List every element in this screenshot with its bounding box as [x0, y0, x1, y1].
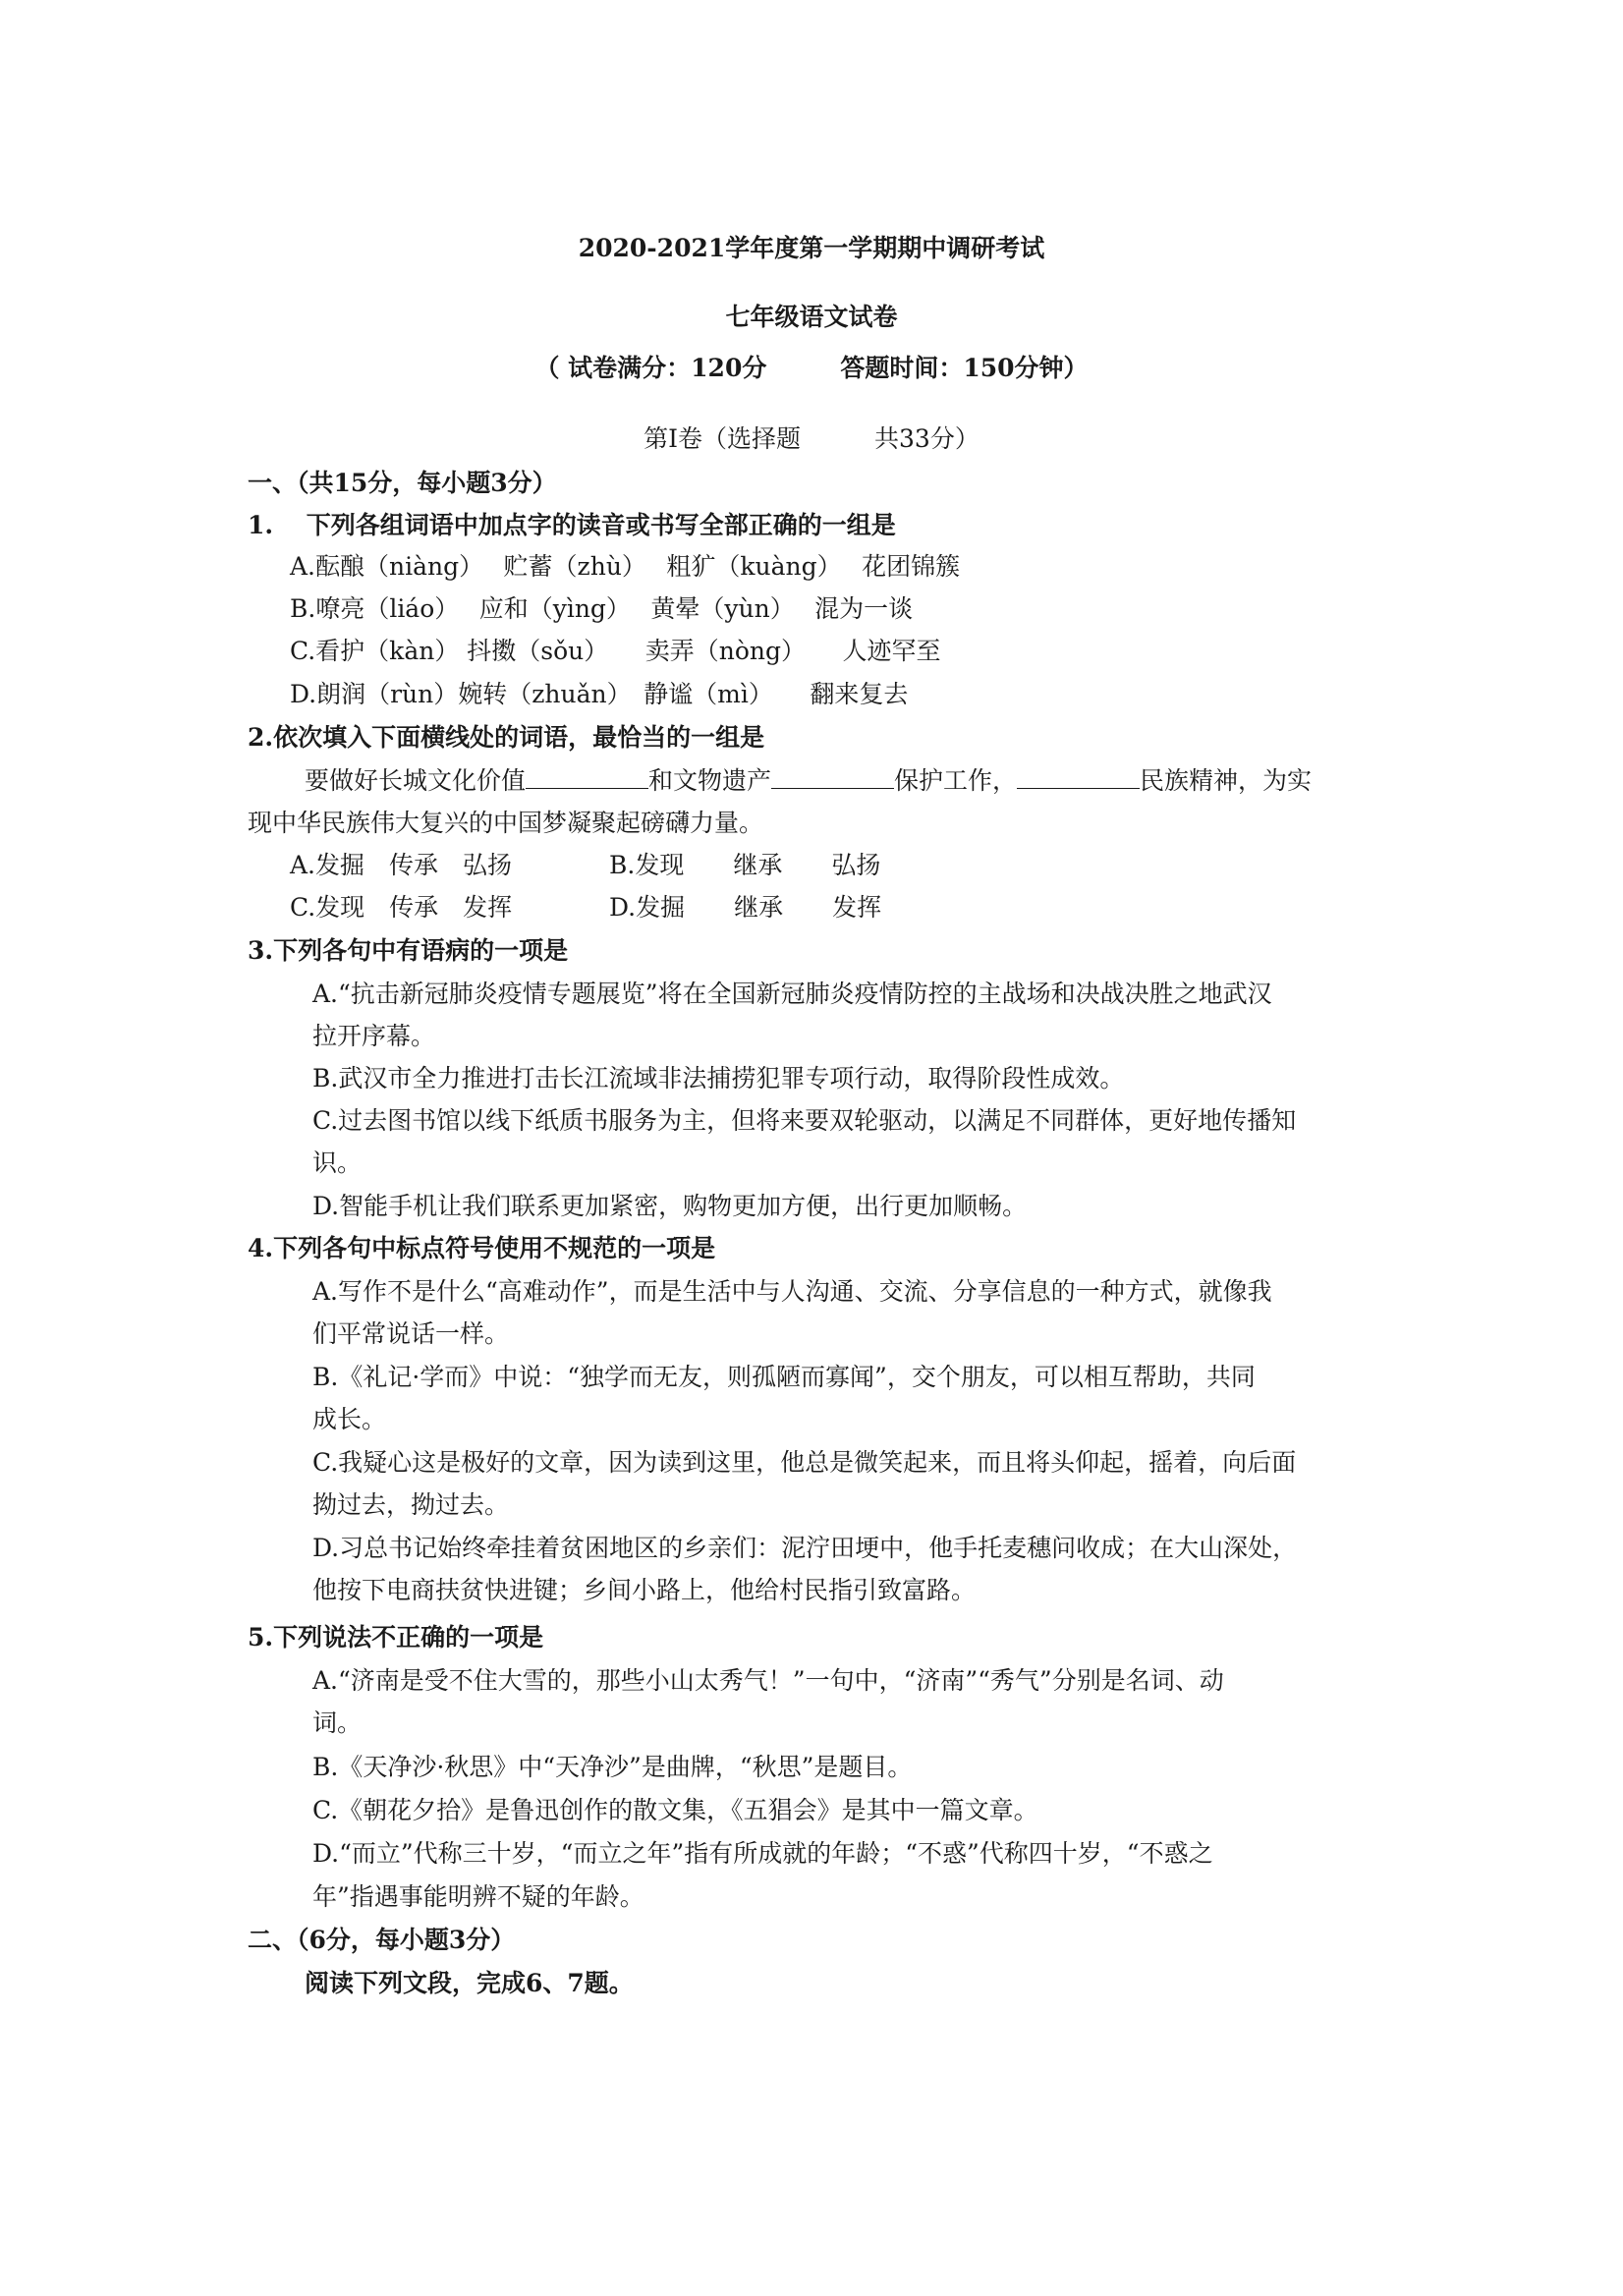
q3-option-b: B.武汉市全力推进打击长江流域非法捕捞犯罪专项行动，取得阶段性成效。: [312, 1064, 1125, 1092]
q2-blank-3: [1017, 766, 1140, 789]
q4-option-d-line1: D.习总书记始终牵挂着贫困地区的乡亲们：泥泞田埂中，他手托麦穗问收成；在大山深处，: [312, 1534, 1298, 1562]
q5-option-d-line1: D.“而立”代称三十岁，“而立之年”指有所成就的年龄；“不惑”代称四十岁，“不惑之: [312, 1839, 1213, 1868]
q3-option-a-line1: A.“抗击新冠肺炎疫情专题展览”将在全国新冠肺炎疫情防控的主战场和决战决胜之地武汉: [312, 980, 1272, 1008]
q3-option-a-line2: 拉开序幕。: [312, 1022, 436, 1050]
q1-option-b: B.嘹亮（liáo） 应和（yìng） 黄晕（yùn） 混为一谈: [290, 594, 914, 623]
q2-option-a: A.发掘 传承 弘扬: [290, 851, 513, 879]
q2-blank-2: [771, 766, 894, 789]
volume-heading: 第Ⅰ卷（选择题 共33分）: [644, 424, 979, 453]
q4-option-b-line2: 成长。: [312, 1405, 387, 1433]
q4-option-a-line1: A.写作不是什么“高难动作”，而是生活中与人沟通、交流、分享信息的一种方式，就像我: [312, 1277, 1272, 1306]
q4-option-c-line2: 拗过去，拗过去。: [312, 1490, 510, 1519]
q2-blank-1: [526, 766, 648, 789]
q5-option-a-line1: A.“济南是受不住大雪的，那些小山太秀气！”一句中，“济南”“秀气”分别是名词、动: [312, 1666, 1224, 1695]
section1-heading: 一、（共15分，每小题3分）: [248, 469, 557, 497]
q2-option-b: B.发现 继承 弘扬: [609, 851, 881, 879]
q2-text-part1: 要做好长城文化价值: [305, 766, 527, 795]
exam-subtitle: 七年级语文试卷: [725, 303, 898, 331]
q5-stem: 5.下列说法不正确的一项是: [248, 1623, 544, 1652]
q2-option-d: D.发掘 继承 发挥: [609, 893, 882, 922]
q2-stem: 2.依次填入下面横线处的词语，最恰当的一组是: [248, 723, 765, 752]
q4-option-d-line2: 他按下电商扶贫快进键；乡间小路上，他给村民指引致富路。: [312, 1576, 977, 1604]
q4-option-a-line2: 们平常说话一样。: [312, 1319, 510, 1348]
q5-option-d-line2: 年”指遇事能明辨不疑的年龄。: [312, 1882, 644, 1911]
q4-option-c-line1: C.我疑心这是极好的文章，因为读到这里，他总是微笑起来，而且将头仰起，摇着，向后面: [312, 1448, 1297, 1477]
q3-option-d: D.智能手机让我们联系更加紧密，购物更加方便，出行更加顺畅。: [312, 1192, 1028, 1220]
q2-text-part2: 和文物遗产: [648, 766, 772, 795]
section2-heading: 二、（6分，每小题3分）: [248, 1926, 516, 1954]
q5-option-b: B.《天净沙·秋思》中“天净沙”是曲牌，“秋思”是题目。: [312, 1753, 913, 1781]
q2-option-c: C.发现 传承 发挥: [290, 893, 513, 922]
q2-text-line2: 现中华民族伟大复兴的中国梦凝聚起磅礴力量。: [248, 809, 764, 837]
q3-option-c-line2: 识。: [312, 1148, 363, 1177]
q3-option-c-line1: C.过去图书馆以线下纸质书服务为主，但将来要双轮驱动，以满足不同群体，更好地传播知: [312, 1106, 1297, 1135]
q2-text-part3: 保护工作，: [894, 766, 1018, 795]
q2-text-part4: 民族精神，为实: [1140, 766, 1313, 795]
q1-option-a: A.酝酿（niàng） 贮蓄（zhù） 粗犷（kuàng） 花团锦簇: [290, 552, 961, 581]
section2-instruction: 阅读下列文段，完成6、7题。: [305, 1969, 634, 1997]
q2-text-line1: [305, 766, 1312, 796]
q5-option-c: C.《朝花夕拾》是鲁迅创作的散文集，《五猖会》是其中一篇文章。: [312, 1796, 1038, 1824]
q4-stem: 4.下列各句中标点符号使用不规范的一项是: [248, 1234, 716, 1262]
q4-option-b-line1: B.《礼记·学而》中说：“独学而无友，则孤陋而寡闻”，交个朋友，可以相互帮助，共同: [312, 1363, 1256, 1391]
q1-option-d: D.朗润（rùn）婉转（zhuǎn） 静谧（mì） 翻来复去: [290, 680, 909, 708]
q5-option-a-line2: 词。: [312, 1708, 363, 1737]
exam-title: 2020-2021学年度第一学期期中调研考试: [578, 234, 1045, 262]
q1-option-c: C.看护（kàn） 抖擞（sǒu） 卖弄（nòng） 人迹罕至: [290, 637, 941, 665]
q1-stem: 1. 下列各组词语中加点字的读音或书写全部正确的一组是: [248, 511, 896, 539]
exam-info: （ 试卷满分：120分 答题时间：150分钟）: [534, 354, 1089, 382]
q3-stem: 3.下列各句中有语病的一项是: [248, 936, 569, 965]
